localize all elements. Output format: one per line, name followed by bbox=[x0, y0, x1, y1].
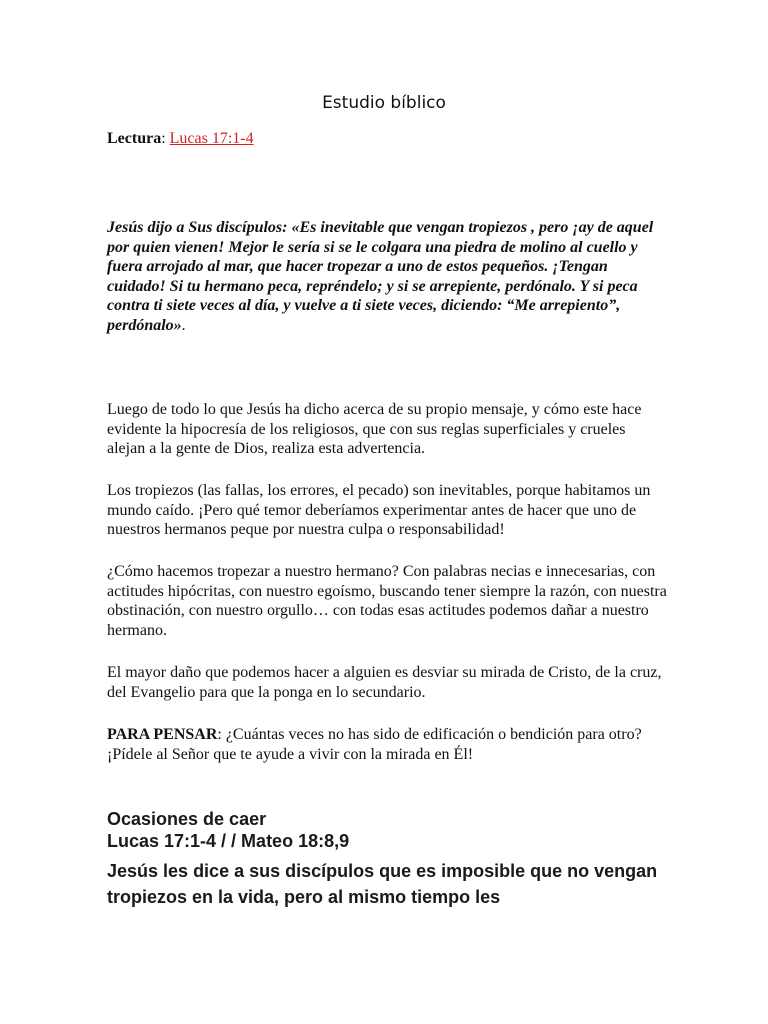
paragraph-4: El mayor daño que podemos hacer a alguien es desviar su mirada de Cristo, de la cruz, del Evangelio para que la ponga en lo secundario. bbox=[107, 664, 662, 701]
para-pensar-text: : ¿Cuántas veces no has sido de edificación o bendición para otro? ¡Pídele al Señor que te ayude a vivir con la mirada en Él! bbox=[107, 726, 642, 763]
paragraph-5 bbox=[107, 725, 667, 764]
paragraph-2: Los tropiezos (las fallas, los errores, el pecado) son inevitables, porque habitamos un mundo caído. ¡Pero qué temor deberíamos experimentar antes de hacer que uno de nuestros hermanos peque por nuestra culpa o responsabilidad! bbox=[107, 482, 651, 538]
scripture-quote bbox=[107, 218, 667, 335]
reading-label: Lectura bbox=[107, 130, 162, 147]
reading-line bbox=[107, 130, 254, 148]
para-pensar-label: PARA PENSAR bbox=[107, 726, 218, 743]
section-title: Ocasiones de caer bbox=[107, 809, 267, 829]
reading-reference-link[interactable]: Lucas 17:1-4 bbox=[169, 130, 254, 147]
reading-separator: : bbox=[161, 130, 170, 147]
scripture-quote-text: Jesús dijo a Sus discípulos: «Es inevitable que vengan tropiezos , pero ¡ay de aquel por quien vienen! Mejor le sería si se le colgara una piedra de molino al cuello y fuera arrojado al mar, que hacer tropezar a uno de estos pequeños. ¡Tengan cuidado! Si tu hermano peca, repréndelo; y si se arrepiente, perdónalo. Y si peca contra ti siete veces al día, y vuelve a ti siete veces, diciendo: “Me arrepiento”, perdónalo» bbox=[107, 219, 654, 334]
section-reference: Lucas 17:1-4 / / Mateo 18:8,9 bbox=[107, 831, 350, 851]
paragraph-1: Luego de todo lo que Jesús ha dicho acerca de su propio mensaje, y cómo este hace evidente la hipocresía de los religiosos, que con sus reglas superficiales y crueles alejan a la gente de Dios, realiza esta advertencia. bbox=[107, 401, 642, 457]
section-text: Jesús les dice a sus discípulos que es imposible que no vengan tropiezos en la vida, pero al mismo tiempo les bbox=[107, 861, 658, 907]
scripture-quote-end: . bbox=[181, 316, 186, 334]
document-title: Estudio bíblico bbox=[322, 93, 446, 113]
paragraph-3: ¿Cómo hacemos tropezar a nuestro hermano? Con palabras necias e innecesarias, con actitudes hipócritas, con nuestro egoísmo, buscando tener siempre la razón, con nuestra obstinación, con nuestro orgullo… con todas esas actitudes podemos dañar a nuestro hermano. bbox=[107, 563, 667, 639]
